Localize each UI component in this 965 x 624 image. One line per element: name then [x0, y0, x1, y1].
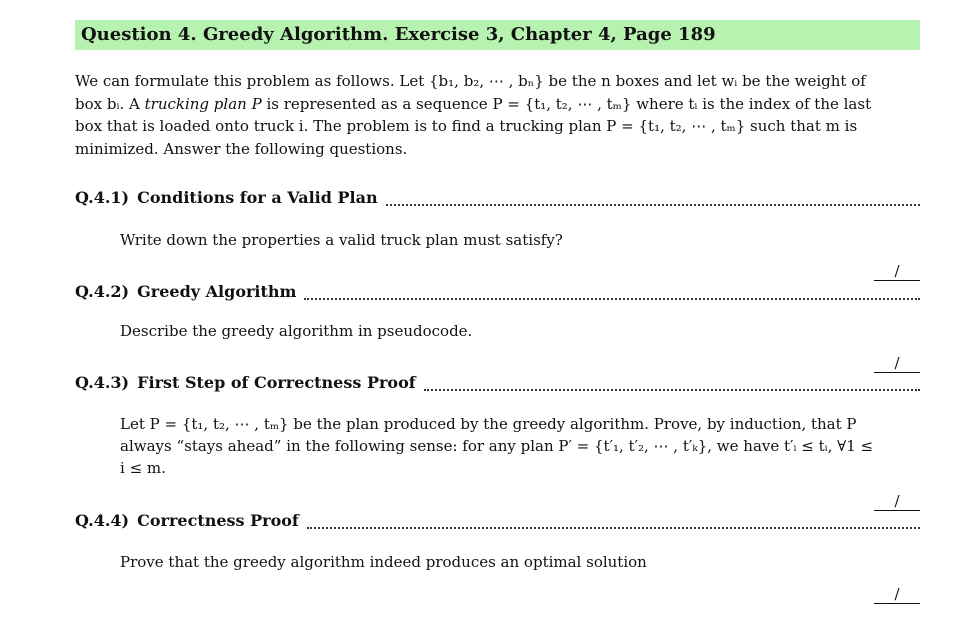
score-field-4-3[interactable]: /: [874, 492, 920, 511]
question-prompt-4-3: [120, 413, 920, 479]
question-title-text: Greedy Algorithm. Exercise 3, Chapter 4, Page 189: [202, 24, 716, 45]
dotted-leader: [304, 298, 920, 300]
problem-intro: [75, 70, 920, 160]
question-number: Q.4.2): [75, 282, 130, 301]
question-label: Question 4.: [81, 24, 197, 45]
score-field-4-2[interactable]: /: [874, 354, 920, 373]
dotted-leader: [307, 527, 920, 529]
question-heading-title: Greedy Algorithm: [137, 282, 297, 301]
dotted-leader: [424, 389, 920, 391]
question-number: Q.4.1): [75, 188, 130, 207]
prompt-line-2: always “stays ahead” in the following sense: for any plan P′ = {t′₁, t′₂, ⋯ , t′ₖ}, we have t′ᵢ ≤ tᵢ, ∀1 ≤: [120, 437, 874, 455]
score-field-4-4[interactable]: /: [874, 585, 920, 604]
intro-line-2-a: box bᵢ. A: [75, 94, 145, 113]
intro-line-2: [75, 93, 920, 116]
intro-line-3: box that is loaded onto truck i. The problem is to find a trucking plan P = {t₁, t₂, ⋯ , tₘ} such that m is: [75, 117, 858, 135]
prompt-line-1: Let P = {t₁, t₂, ⋯ , tₘ} be the plan produced by the greedy algorithm. Prove, by induction, that P: [120, 415, 857, 433]
prompt-line-3: i ≤ m.: [120, 459, 166, 477]
question-heading-4-3: [75, 373, 920, 395]
question-prompt-4-2: Describe the greedy algorithm in pseudocode.: [120, 322, 473, 340]
intro-line-2-emphasis: trucking plan P: [144, 94, 262, 113]
dotted-leader: [386, 204, 920, 206]
question-number: Q.4.4): [75, 511, 130, 530]
question-prompt-4-4: Prove that the greedy algorithm indeed produces an optimal solution: [120, 553, 647, 571]
question-heading-title: First Step of Correctness Proof: [137, 373, 416, 392]
question-heading-title: Correctness Proof: [137, 511, 299, 530]
question-title: [81, 20, 716, 50]
intro-line-2-b: is represented as a sequence P = {t₁, t₂, ⋯ , tₘ} where tᵢ is the index of the last: [261, 94, 872, 113]
question-title-bar: [75, 20, 920, 50]
intro-line-1: We can formulate this problem as follows. Let {b₁, b₂, ⋯ , bₙ} be the n boxes and let wᵢ be the weight of: [75, 72, 866, 90]
question-prompt-4-1: Write down the properties a valid truck plan must satisfy?: [120, 231, 563, 249]
question-number: Q.4.3): [75, 373, 130, 392]
question-heading-4-4: [75, 511, 920, 533]
question-heading-title: Conditions for a Valid Plan: [137, 188, 378, 207]
intro-line-4: minimized. Answer the following questions.: [75, 139, 408, 158]
question-heading-4-2: [75, 282, 920, 304]
score-field-4-1[interactable]: /: [874, 262, 920, 281]
question-heading-4-1: [75, 188, 920, 210]
